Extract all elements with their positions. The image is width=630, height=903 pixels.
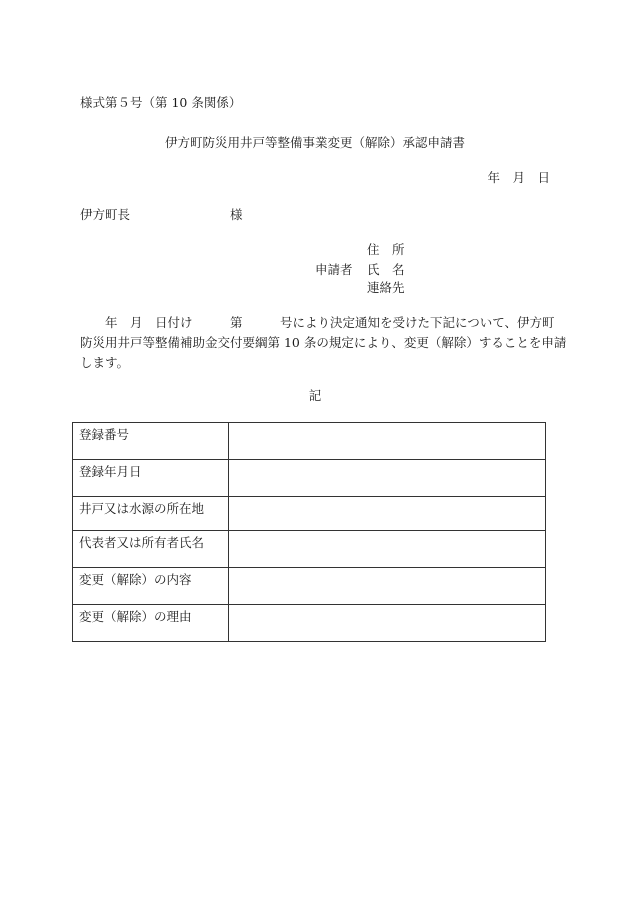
row-value-field[interactable] [229, 605, 546, 642]
addressee: 伊方町長 [80, 207, 131, 222]
row-label: 登録年月日 [73, 460, 229, 497]
body-line: します。 [80, 355, 130, 370]
applicant-contact-label: 連絡先 [367, 280, 405, 295]
row-value-field[interactable] [229, 423, 546, 460]
table-row [73, 460, 546, 497]
table-row [73, 531, 546, 568]
addressee-honorific: 様 [230, 207, 243, 222]
row-label: 変更（解除）の理由 [73, 605, 229, 642]
applicant-address-label: 住 所 [367, 242, 405, 257]
form-number: 様式第５号（第 10 条関係） [80, 95, 242, 110]
applicant-name-label: 氏 名 [367, 262, 405, 277]
table-row [73, 423, 546, 460]
date-line: 年 月 日 [487, 170, 550, 185]
row-label: 登録番号 [73, 423, 229, 460]
table-row [73, 605, 546, 642]
row-label: 変更（解除）の内容 [73, 568, 229, 605]
row-value-field[interactable] [229, 497, 546, 531]
section-heading: 記 [308, 388, 322, 403]
body-line: 防災用井戸等整備補助金交付要綱第 10 条の規定により、変更（解除）することを申請 [80, 335, 567, 350]
detail-table [72, 422, 546, 642]
body-line: 年 月 日付け 第 号により決定通知を受けた下記について、伊方町 [80, 315, 555, 330]
row-value-field[interactable] [229, 460, 546, 497]
applicant-role-label: 申請者 [315, 262, 353, 277]
row-label: 代表者又は所有者氏名 [73, 531, 229, 568]
document-title: 伊方町防災用井戸等整備事業変更（解除）承認申請書 [164, 135, 465, 150]
row-value-field[interactable] [229, 531, 546, 568]
body-paragraph [80, 313, 567, 373]
row-value-field[interactable] [229, 568, 546, 605]
table-row [73, 497, 546, 531]
table-row [73, 568, 546, 605]
row-label: 井戸又は水源の所在地 [73, 497, 229, 531]
